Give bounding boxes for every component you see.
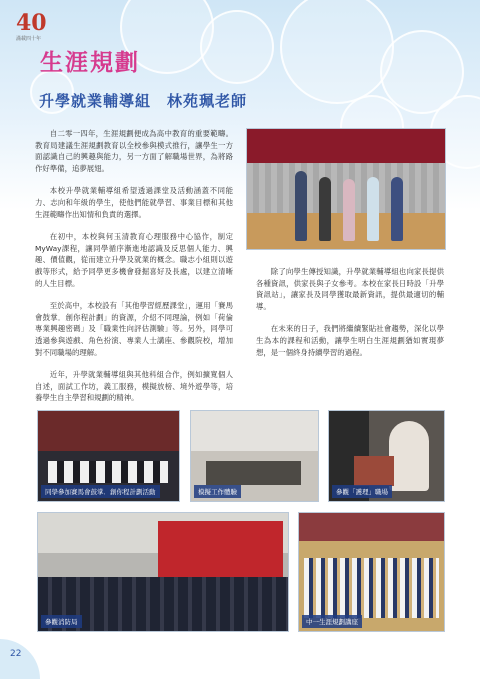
page-number: 22 [10, 649, 22, 659]
person-figure [391, 177, 403, 241]
paragraph: 在初中，本校與何玉清教育心理服務中心協作，制定MyWay課程，讓同學循序漸進地認識及反思個人能力、興趣、價值觀，從而建立升學及就業的概念。職志小組則以遊戲等形式，給予同學更多機會發掘喜好及長處，以建立清晰的人生目標。 [35, 232, 233, 288]
paragraph: 在未來的日子，我們將繼續緊貼社會趨勢，深化以學生為本的課程和活動，讓學生明白生涯規劃猶如實現夢想，是一個終身持續學習的過程。 [256, 324, 444, 357]
paragraph: 本校升學就業輔導組希望透過課堂及活動涵蓋不同能力、志向和年級的學生，使他們能就學習、事業目標和其他生涯範疇作出知情和負責的選擇。 [35, 186, 233, 219]
photo-caption: 中一生涯規劃講座 [302, 615, 362, 628]
person-figure [295, 171, 307, 241]
photo-fire-station [37, 512, 289, 632]
photo-caption: 參觀「護理」職場 [332, 485, 392, 498]
anniversary-logo [16, 12, 58, 42]
person-figure [343, 179, 355, 241]
paragraph: 近年，升學就業輔導組與其他科組合作，例如擴寬個人自述，面試工作坊，義工服務，模擬放榜、境外遊學等，培養學生自主學習和規劃的精神。 [35, 370, 233, 403]
logo-number: 40 [16, 10, 47, 36]
logo-caption: 滿載四十年 [16, 36, 42, 42]
article-byline: 升學就業輔導組 林苑珮老師 [39, 92, 248, 110]
page-title: 生涯規劃 [40, 50, 140, 76]
photo-caption: 模擬工作體驗 [194, 485, 241, 498]
photo-careers-talk [298, 512, 445, 632]
corner-decoration [0, 639, 40, 679]
photo-caption: 同學參加賽馬會鼓掌．創你程計劃活動 [41, 485, 160, 498]
photo-work-experience [190, 410, 319, 502]
teachers-photo [246, 128, 446, 250]
left-column [35, 128, 233, 415]
photo-workshop [37, 410, 180, 502]
paragraph: 除了向學生傳授知識，升學就業輔導組也向家長提供各種資訊，供家長與子女參考。本校在家長日時設「升學資訊站」，讓家長及同學獲取最新資訊，提供最適切的輔導。 [256, 267, 444, 311]
photo-caption: 參觀消防局 [41, 615, 82, 628]
paragraph: 自二零一四年，生涯規劃便成為高中教育的重要範疇。教育局建議生涯規劃教育以全校參與模式推行，讓學生一方面認識自己的興趣與能力，另一方面了解職場世界，為將路作好準備，追夢展翅。 [35, 129, 233, 173]
person-figure [367, 177, 379, 241]
right-column [256, 266, 444, 369]
person-figure [319, 177, 331, 241]
paragraph: 至於高中，本校設有「其他學習經歷課堂」，運用「賽馬會鼓掌．創你程計劃」的資源，介紹不同理論，例如「荷倫專業興趣密碼」及「職業性向評估測驗」等。另外，同學可透過參與遊戲、角色扮演、專業人士講座、參觀院校，增加對不同職場的理解。 [35, 301, 233, 357]
photo-nursing-visit [328, 410, 445, 502]
decor-bubble [200, 10, 274, 84]
